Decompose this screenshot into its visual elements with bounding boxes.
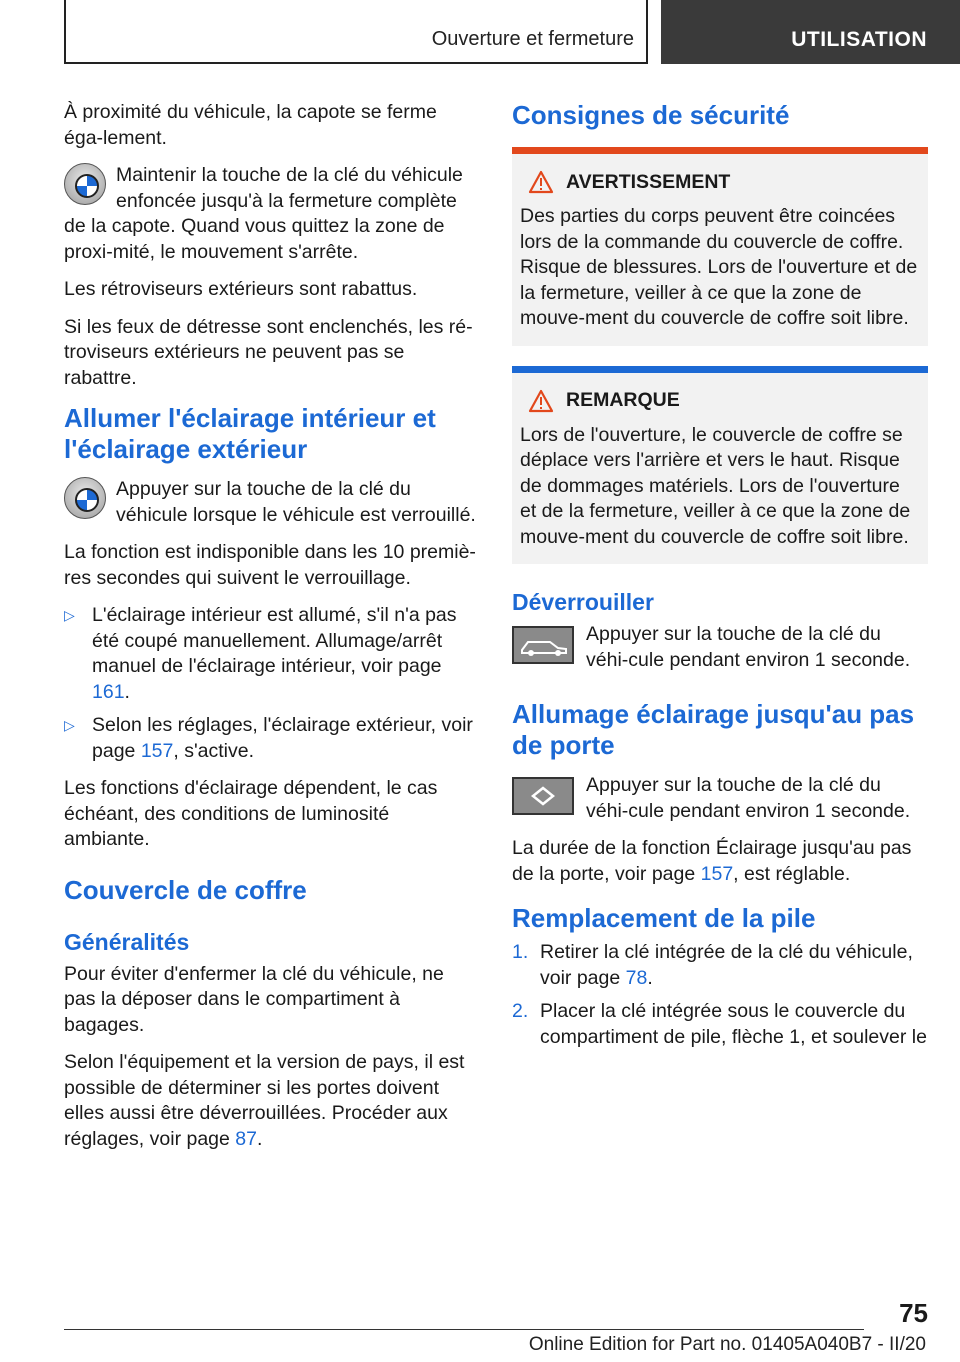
- paragraph: Appuyer sur la touche de la clé du véhi-cule pendant environ 1 seconde.: [586, 774, 911, 822]
- note-box: [512, 373, 928, 565]
- paragraph: Maintenir la touche de la clé du véhicule enfoncée jusqu'à la fermeture complète de la capote. Quand vous quittez la zone de proxi-mité, le mouvement s'arrête.: [64, 164, 463, 263]
- left-column: [64, 100, 480, 1164]
- warning-triangle-icon: [528, 170, 554, 194]
- key-instruction: [512, 773, 928, 836]
- bullet-list: [64, 603, 480, 764]
- paragraph: Pour éviter d'enfermer la clé du véhicule, ne pas la déposer dans le compartiment à bagages.: [64, 962, 444, 1036]
- key-instruction: [64, 163, 480, 277]
- heading-courtesy-light: Allumage éclairage jusqu'au pas de porte: [512, 699, 915, 760]
- heading-general: Généralités: [64, 928, 190, 955]
- heading-safety: Consignes de sécurité: [512, 100, 790, 130]
- bmw-key-button-icon: [64, 477, 106, 519]
- note-text: Lors de l'ouverture, le couvercle de coffre se déplace vers l'arrière et vers le haut. Risque de dommages matériels. Lors de l'ouverture et de la fermeture, veiller à ce que la zone de mouve-ment du couvercle de coffre soit libre.: [520, 423, 911, 548]
- warning-title: AVERTISSEMENT: [520, 170, 920, 194]
- chapter-title: UTILISATION: [791, 28, 927, 51]
- page-link[interactable]: 87: [235, 1127, 257, 1150]
- bullet-triangle-icon: ▷: [64, 607, 75, 623]
- list-item: ▷ L'éclairage intérieur est allumé, s'il n'a pas été coupé manuellement. Allumage/arrêt manuel de l'éclairage intérieur, voir page 161.: [64, 604, 457, 703]
- key-instruction: [64, 477, 480, 540]
- page-link[interactable]: 161: [92, 680, 125, 703]
- heading-trunk: Couvercle de coffre: [64, 874, 307, 905]
- paragraph: La fonction est indisponible dans les 10 premiè-res secondes qui suivent le verrouillage.: [64, 541, 476, 589]
- bullet-triangle-icon: ▷: [64, 717, 75, 733]
- page-link[interactable]: 157: [700, 862, 734, 885]
- list-item: 1. Retirer la clé intégrée de la clé du véhicule, voir page 78.: [512, 941, 913, 989]
- warning-triangle-icon: [528, 389, 554, 413]
- heading-lighting: Allumer l'éclairage intérieur et l'éclairage extérieur: [64, 403, 436, 464]
- list-item: ▷ Selon les réglages, l'éclairage extérieur, voir page 157, s'active.: [64, 714, 473, 762]
- footer-divider: [64, 1329, 864, 1330]
- list-item: 2. Placer la clé intégrée sous le couvercle du compartiment de pile, flèche 1, et soulever le: [512, 1000, 927, 1048]
- bmw-key-button-icon: [64, 163, 106, 205]
- paragraph: Appuyer sur la touche de la clé du véhi-cule pendant environ 1 seconde.: [586, 623, 911, 671]
- heading-battery: Remplacement de la pile: [512, 903, 816, 933]
- paragraph: Si les feux de détresse sont enclenchés, les ré-troviseurs extérieurs ne peuvent pas se rabattre.: [64, 315, 473, 389]
- edition-footer: Online Edition for Part no. 01405A040B7 - II/20: [528, 1334, 926, 1355]
- numbered-list: [512, 940, 928, 1050]
- section-title: Ouverture et fermeture: [431, 28, 634, 50]
- warning-box: [512, 154, 928, 346]
- paragraph: Selon l'équipement et la version de pays, il est possible de déterminer si les portes doivent elles aussi être déverrouillées. Procéder aux réglages, voir page 87.: [64, 1051, 465, 1150]
- courtesy-light-button-icon: [512, 777, 574, 815]
- page-link[interactable]: 157: [140, 739, 174, 762]
- paragraph: La durée de la fonction Éclairage jusqu'au pas de la porte, voir page 157, est réglable.: [512, 837, 912, 885]
- paragraph: À proximité du véhicule, la capote se ferme éga-lement.: [64, 101, 437, 149]
- note-title: REMARQUE: [520, 389, 920, 413]
- warning-bar: [512, 147, 928, 154]
- key-instruction: [512, 622, 928, 685]
- page-link[interactable]: 78: [625, 966, 648, 989]
- note-bar: [512, 366, 928, 373]
- heading-unlock: Déverrouiller: [512, 589, 654, 615]
- paragraph: Les fonctions d'éclairage dépendent, le cas échéant, des conditions de luminosité ambiante.: [64, 777, 438, 850]
- running-header-frame: [64, 0, 648, 64]
- paragraph: Appuyer sur la touche de la clé du véhicule lorsque le véhicule est verrouillé.: [116, 478, 476, 526]
- paragraph: Les rétroviseurs extérieurs sont rabattus.: [64, 278, 418, 300]
- chapter-tab[interactable]: [661, 0, 960, 64]
- trunk-unlock-button-icon: [512, 626, 574, 664]
- right-column: [512, 100, 928, 1058]
- page-number: 75: [899, 1298, 928, 1328]
- warning-text: Des parties du corps peuvent être coincées lors de la commande du couvercle de coffre. Risque de blessures. Lors de l'ouverture et de la fermeture, veiller à ce que la zone de mouve-ment du couvercle de coffre soit libre.: [520, 205, 918, 329]
